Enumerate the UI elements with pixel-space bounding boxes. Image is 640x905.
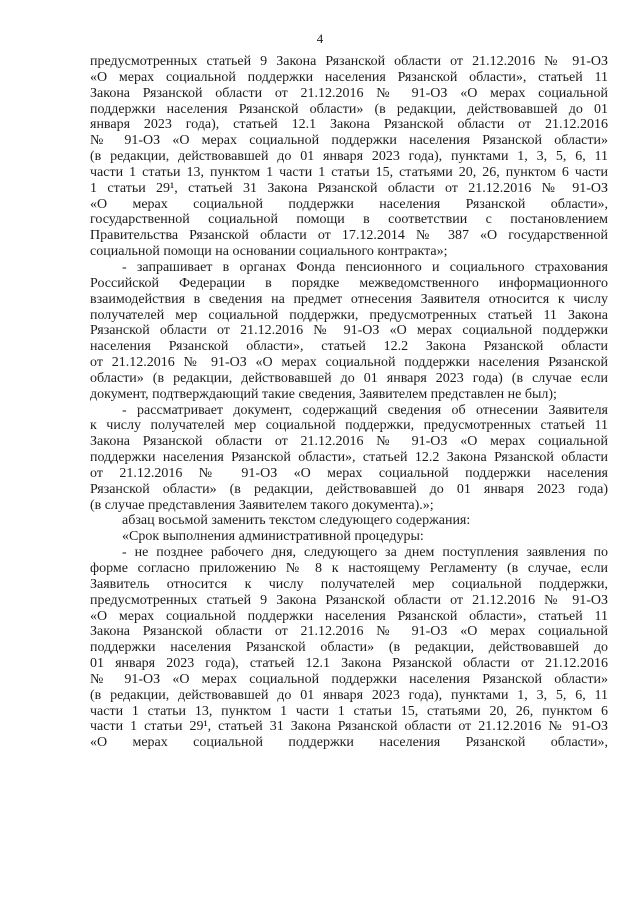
text-line: - запрашивает в органах Фонда пенсионного и социального страхования [122, 259, 608, 275]
text-line: от 21.12.2016 № 91-ОЗ «О мерах социальной поддержки населения [90, 465, 608, 481]
document-body [90, 54, 608, 751]
text-line: поддержки населения Рязанской области» (в редакции, действовавшей до 01 [90, 101, 608, 117]
text-line: Рязанской области от 21.12.2016 № 91-ОЗ «О мерах социальной поддержки [90, 323, 608, 339]
text-line: «О мерах социальной поддержки населения Рязанской области», статьей 11 [90, 69, 608, 85]
text-line: поддержки населения Рязанской области», статьей 12.2 Закона Рязанской области [90, 450, 608, 466]
text-line: № 91-ОЗ «О мерах социальной поддержки населения Рязанской области» [90, 133, 608, 149]
text-line: января 2023 года), статьей 12.1 Закона Рязанской области от 21.12.2016 [90, 117, 608, 133]
text-line: Закона Рязанской области от 21.12.2016 № 91-ОЗ «О мерах социальной [90, 434, 608, 450]
text-line: 1 статьи 29¹, статьей 31 Закона Рязанской области от 21.12.2016 № 91-ОЗ [90, 180, 608, 196]
text-line: Закона Рязанской области от 21.12.2016 № 91-ОЗ «О мерах социальной [90, 85, 608, 101]
text-line: 01 января 2023 года), статьей 12.1 Закона Рязанской области от 21.12.2016 [90, 656, 608, 672]
text-line: получателей мер социальной поддержки, предусмотренных статьей 11 Закона [90, 307, 608, 323]
text-line: Правительства Рязанской области от 17.12.2014 № 387 «О государственной [90, 228, 608, 244]
text-line: № 91-ОЗ «О мерах социальной поддержки населения Рязанской области» [90, 671, 608, 687]
text-line: Закона Рязанской области от 21.12.2016 № 91-ОЗ «О мерах социальной [90, 624, 608, 640]
text-line: социальной помощи на основании социального контракта»; [90, 244, 448, 260]
text-line: части 1 статьи 13, пунктом 1 части 1 статьи 15, статьями 20, 26, пунктом 6 [90, 703, 608, 719]
text-line: - не позднее рабочего дня, следующего за днем поступления заявления по [122, 545, 608, 561]
text-line: «Срок выполнения административной процедуры: [122, 529, 424, 545]
text-line: части 1 статьи 29¹, статьей 31 Закона Рязанской области от 21.12.2016 № 91-ОЗ [90, 719, 608, 735]
text-line: Российской Федерации в порядке межведомственного информационного [90, 275, 608, 291]
text-line: форме согласно приложению № 8 к настоящему Регламенту (в случае, если [90, 561, 608, 576]
text-line: к числу получателей мер социальной поддержки, предусмотренных статьей 11 [90, 418, 608, 434]
text-line: Заявитель относится к числу получателей мер социальной поддержки, [90, 576, 608, 592]
text-line: (в редакции, действовавшей до 01 января 2023 года), пунктами 1, 3, 5, 6, 11 [90, 149, 608, 165]
text-line: части 1 статьи 13, пунктом 1 части 1 статьи 15, статьями 20, 26, пунктом 6 части [90, 164, 608, 180]
text-line: государственной социальной помощи в соответствии с постановлением [90, 212, 608, 228]
text-line: предусмотренных статьей 9 Закона Рязанской области от 21.12.2016 № 91-ОЗ [90, 54, 608, 69]
text-line: населения Рязанской области», статьей 12.2 Закона Рязанской области [90, 339, 608, 355]
text-line: документ, подтверждающий такие сведения, Заявителем представлен не был); [90, 386, 557, 402]
text-line: «О мерах социальной поддержки населения Рязанской области», [90, 735, 608, 751]
text-line: от 21.12.2016 № 91-ОЗ «О мерах социальной поддержки населения Рязанской [90, 355, 608, 371]
text-line: «О мерах социальной поддержки населения Рязанской области», статьей 11 [90, 608, 608, 624]
text-line: абзац восьмой заменить текстом следующего содержания: [122, 513, 471, 529]
text-line: - рассматривает документ, содержащий сведения об отнесении Заявителя [122, 402, 608, 418]
text-line: (в редакции, действовавшей до 01 января 2023 года), пунктами 1, 3, 5, 6, 11 [90, 687, 608, 703]
text-line: поддержки населения Рязанской области» (в редакции, действовавшей до [90, 640, 608, 656]
text-line: предусмотренных статьей 9 Закона Рязанской области от 21.12.2016 № 91-ОЗ [90, 592, 608, 608]
text-line: взаимодействия в сведения на предмет отнесения Заявителя относится к числу [90, 291, 608, 307]
page-number: 4 [316, 31, 324, 46]
text-line: «О мерах социальной поддержки населения Рязанской области», [90, 196, 608, 212]
text-line: области» (в редакции, действовавшей до 01 января 2023 года) (в случае если [90, 370, 608, 386]
text-line: (в случае представления Заявителем такого документа).»; [90, 497, 434, 513]
text-line: Рязанской области» (в редакции, действовавшей до 01 января 2023 года) [90, 481, 608, 497]
